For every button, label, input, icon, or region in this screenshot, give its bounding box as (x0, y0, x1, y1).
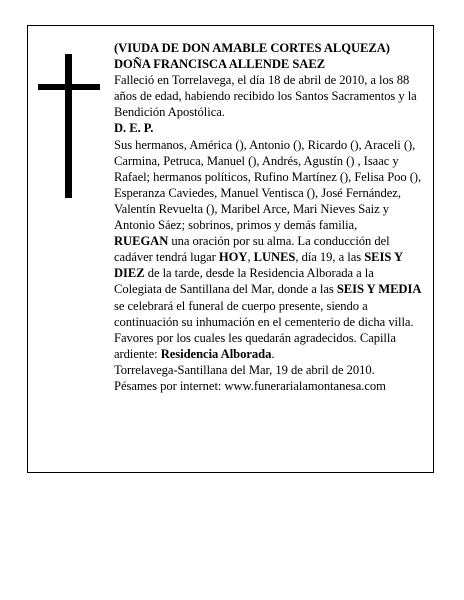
cross-horizontal-bar (38, 84, 100, 90)
notice-text (114, 40, 424, 394)
condolences-line: Pésames por internet: www.funerarialamontanesa.com (114, 378, 386, 393)
seis-y-media-time: SEIS Y MEDIA (336, 282, 422, 297)
cross-vertical-bar (65, 54, 72, 198)
family-list: Sus hermanos, América (), Antonio (), Ricardo (), Araceli (), Carmina, Petruca, Manuel (), Andrés, Agustín () , Isaac y Rafael; hermanos políticos, Rufino Martínez (), Felisa Poo (), Esperanza Caviedes, Manuel Ventisca (), José Fernández, Valentín Revuelta (), Maribel Arce, Mari Nieves Saiz y Antonio Sáez; sobrinos, primos y demás familia, (114, 137, 422, 233)
comma-text: , (247, 250, 254, 265)
place-date-line: Torrelavega-Santillana del Mar, 19 de abril de 2010. (114, 362, 375, 377)
period-text: . (271, 346, 275, 361)
lunes-word: LUNES (253, 250, 296, 265)
seis-y-diez-time: SEIS Y DIEZ (114, 250, 403, 281)
ceremony-paragraph (114, 233, 424, 362)
deceased-name: DOÑA FRANCISCA ALLENDE SAEZ (114, 57, 326, 72)
hoy-word: HOY (218, 250, 248, 265)
dep-line: D. E. P. (114, 121, 154, 136)
tarde-text: de la tarde, desde la Residencia Alborada a la Colegiata de Santillana del Mar, donde a las (114, 266, 374, 297)
widow-line: (VIUDA DE DON AMABLE CORTES ALQUEZA) (114, 41, 390, 55)
obituary-notice (27, 25, 434, 473)
death-statement: Falleció en Torrelavega, el día 18 de abril de 2010, a los 88 años de edad, habiendo recibido los Santos Sacramentos y la Bendición Apostólica. (114, 73, 417, 120)
dia-text: , día 19, a las (295, 250, 365, 265)
ruegan-text: una oración por su alma. La conducción del cadáver tendrá lugar (114, 234, 390, 265)
cross-icon (38, 54, 100, 198)
ruegan-word: RUEGAN (114, 234, 169, 249)
residencia-name: Residencia Alborada (160, 346, 272, 361)
funeral-text: se celebrará el funeral de cuerpo presente, siendo a continuación su inhumación en el cementerio de dicha villa. Favores por los cuales les quedarán agradecidos. Capilla ardiente: (114, 298, 414, 361)
